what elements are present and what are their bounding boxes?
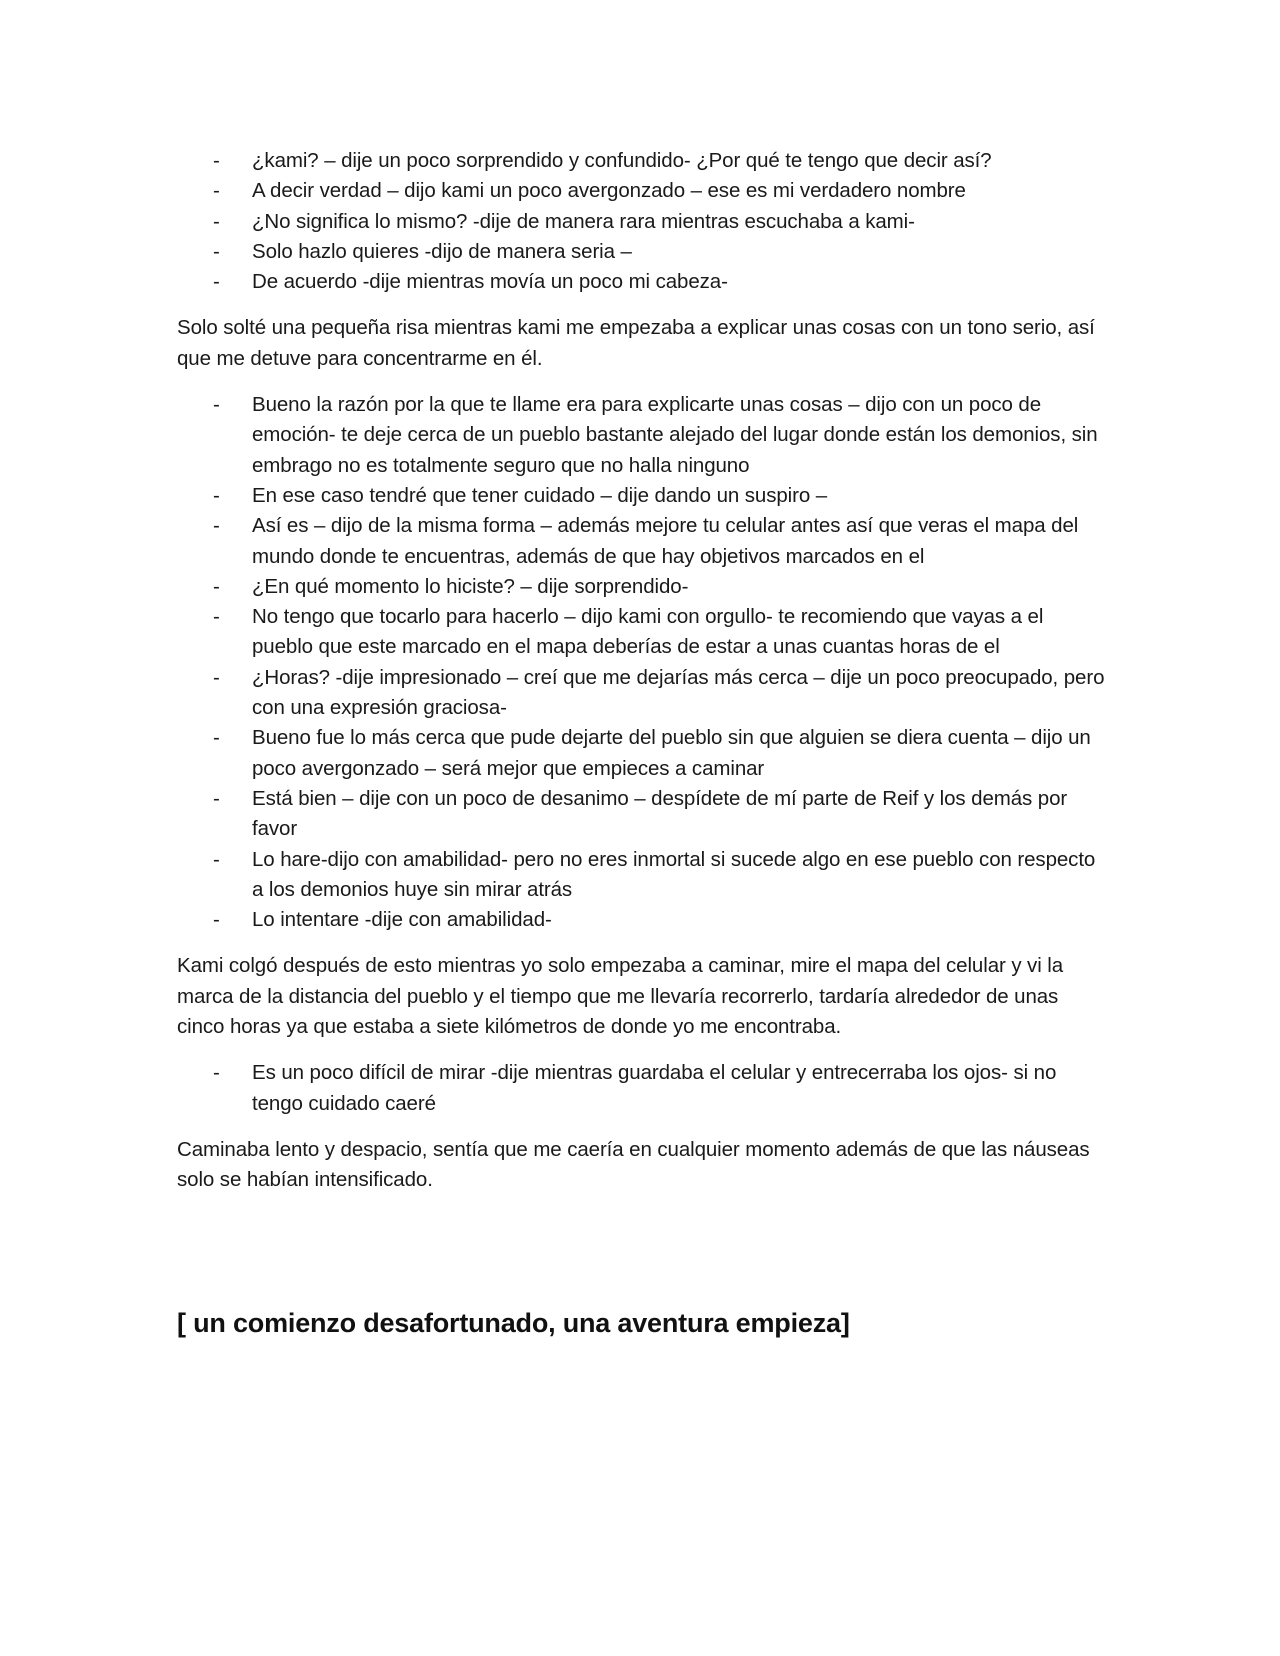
dialogue-line xyxy=(177,1058,1107,1119)
dash-bullet: - xyxy=(213,786,220,810)
dialogue-text: Así es – dijo de la misma forma – además mejore tu celular antes así que veras el mapa del mundo donde te encuentras, además de que hay objetivos marcados en el xyxy=(252,514,1079,568)
dialogue-list-1 xyxy=(177,146,1107,297)
dash-bullet: - xyxy=(213,908,220,932)
dash-bullet: - xyxy=(213,665,220,689)
dialogue-line xyxy=(177,663,1107,724)
narrative-paragraph: Caminaba lento y despacio, sentía que me caería en cualquier momento además de que las náuseas solo se habían intensificado. xyxy=(177,1137,1090,1192)
dialogue-line xyxy=(177,723,1107,784)
dialogue-line xyxy=(177,207,1107,237)
dash-bullet: - xyxy=(213,574,220,598)
dash-bullet: - xyxy=(213,726,220,750)
dialogue-text: ¿No significa lo mismo? -dije de manera rara mientras escuchaba a kami- xyxy=(252,209,915,233)
narrative-paragraph: Kami colgó después de esto mientras yo solo empezaba a caminar, mire el mapa del celular y vi la marca de la distancia del pueblo y el tiempo que me llevaría recorrerlo, tardaría alrededor de unas cinco horas ya que estaba a siete kilómetros de donde yo me encontraba. xyxy=(177,954,1064,1039)
dialogue-line xyxy=(177,572,1107,602)
dialogue-list-3 xyxy=(177,1058,1107,1119)
dialogue-line xyxy=(177,511,1107,572)
dialogue-line xyxy=(177,481,1107,511)
dialogue-line xyxy=(177,146,1107,176)
dialogue-line xyxy=(177,390,1107,481)
dialogue-text: Lo hare-dijo con amabilidad- pero no eres inmortal si sucede algo en ese pueblo con respecto a los demonios huye sin mirar atrás xyxy=(252,847,1096,901)
dialogue-text: Solo hazlo quieres -dijo de manera seria – xyxy=(252,239,632,263)
dialogue-text: De acuerdo -dije mientras movía un poco mi cabeza- xyxy=(252,270,728,294)
dialogue-line xyxy=(177,267,1107,297)
dialogue-line xyxy=(177,176,1107,206)
dialogue-line xyxy=(177,845,1107,906)
dialogue-text: ¿Horas? -dije impresionado – creí que me dejarías más cerca – dije un poco preocupado, pero con una expresión graciosa- xyxy=(252,665,1105,720)
dialogue-text: Bueno fue lo más cerca que pude dejarte del pueblo sin que alguien se diera cuenta – dijo un poco avergonzado – será mejor que empieces a caminar xyxy=(252,726,1091,780)
dash-bullet: - xyxy=(213,847,220,871)
dash-bullet: - xyxy=(213,179,220,203)
dialogue-line xyxy=(177,237,1107,267)
dash-bullet: - xyxy=(213,209,220,233)
chapter-heading: [ un comienzo desafortunado, una aventura empieza] xyxy=(177,1308,850,1338)
dialogue-text: Es un poco difícil de mirar -dije mientras guardaba el celular y entrecerraba los ojos- si no tengo cuidado caeré xyxy=(252,1061,1057,1115)
dialogue-list-2 xyxy=(177,390,1107,935)
dialogue-text: ¿kami? – dije un poco sorprendido y confundido- ¿Por qué te tengo que decir así? xyxy=(252,149,992,172)
dash-bullet: - xyxy=(213,149,220,172)
dialogue-text: ¿En qué momento lo hiciste? – dije sorprendido- xyxy=(252,574,689,598)
dash-bullet: - xyxy=(213,483,220,507)
dialogue-line xyxy=(177,784,1107,845)
dialogue-text: No tengo que tocarlo para hacerlo – dijo kami con orgullo- te recomiendo que vayas a el pueblo que este marcado en el mapa deberías de estar a unas cuantas horas de el xyxy=(252,605,1044,659)
document-body xyxy=(177,146,1107,1196)
dash-bullet: - xyxy=(213,239,220,263)
dash-bullet: - xyxy=(213,605,220,629)
dialogue-text: En ese caso tendré que tener cuidado – dije dando un suspiro – xyxy=(252,483,828,507)
dialogue-text: Lo intentare -dije con amabilidad- xyxy=(252,908,552,932)
dialogue-text: Está bien – dije con un poco de desanimo – despídete de mí parte de Reif y los demás por favor xyxy=(252,786,1068,841)
dialogue-text: Bueno la razón por la que te llame era para explicarte unas cosas – dijo con un poco de emoción- te deje cerca de un pueblo bastante alejado del lugar donde están los demonios, sin embrago no es totalmente seguro que no halla ninguno xyxy=(252,393,1098,477)
dash-bullet: - xyxy=(213,1061,220,1085)
dialogue-line xyxy=(177,905,1107,935)
dash-bullet: - xyxy=(213,270,220,294)
dialogue-text: A decir verdad – dijo kami un poco avergonzado – ese es mi verdadero nombre xyxy=(252,179,966,203)
dash-bullet: - xyxy=(213,393,220,417)
dialogue-line xyxy=(177,602,1107,663)
dash-bullet: - xyxy=(213,514,220,538)
narrative-paragraph: Solo solté una pequeña risa mientras kami me empezaba a explicar unas cosas con un tono serio, así que me detuve para concentrarme en él. xyxy=(177,316,1095,370)
